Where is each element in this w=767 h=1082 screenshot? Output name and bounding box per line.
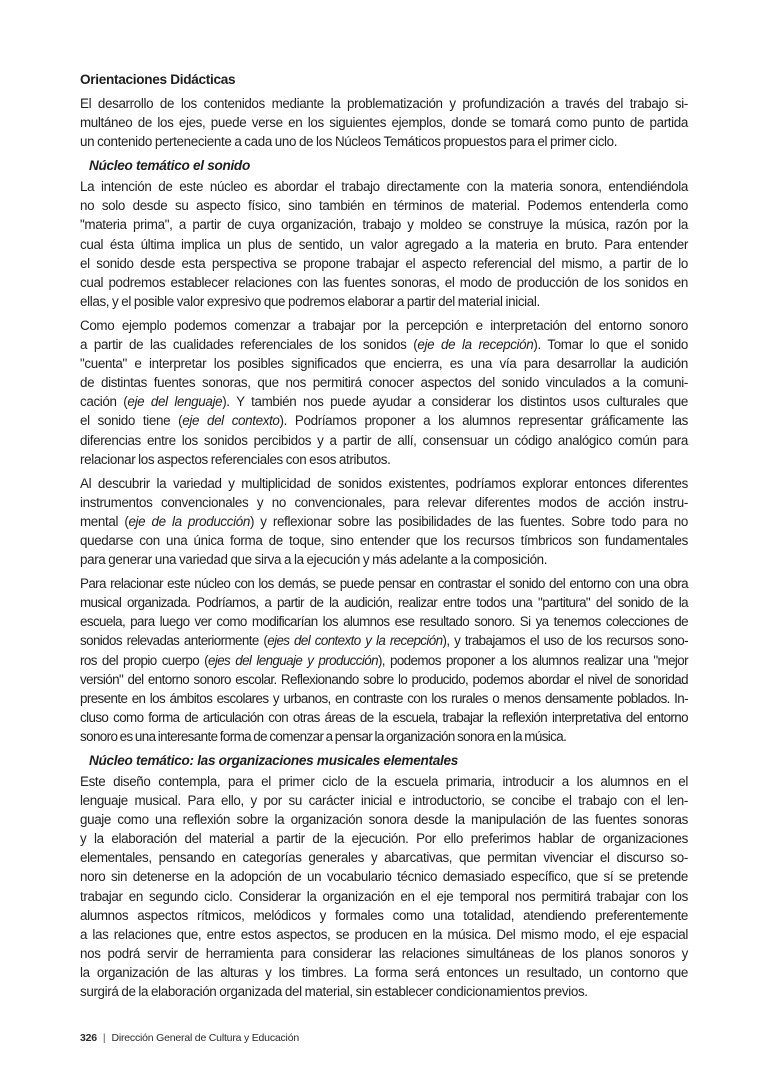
text-line: alumnos aspectos rítmicos, melódicos y formales como una totalidad, atendiendo preferentemente <box>80 907 688 923</box>
text-line: de distintas fuentes sonoras, que nos permitirá conocer aspectos del sonido vinculados a la comuni- <box>80 375 688 391</box>
text-line: cual ésta última implica un plus de sentido, un valor agregado a la materia en bruto. Para entender <box>80 236 688 252</box>
text-line: cluso como forma de articulación con otras áreas de la escuela, trabajar la reflexión interpretativa del entorno <box>80 709 688 725</box>
text-line: El desarrollo de los contenidos mediante la problematización y profundización a través del trabajo si- <box>80 96 688 111</box>
axis-emphasis: eje del lenguaje <box>127 394 223 410</box>
axis-emphasis: ejes del contexto y la recepción <box>267 633 443 649</box>
text-line: multáneo de los ejes, puede verse en los siguientes ejemplos, donde se tomará como punto de partida <box>80 115 688 131</box>
axis-emphasis: ejes del lenguaje y producción <box>207 652 378 668</box>
paragraph-sonido-3 <box>80 474 688 569</box>
text-line: sonidos relevadas anteriormente (ejes del contexto y la recepción), y trabajamos el uso de los recursos sono- <box>80 633 688 649</box>
paragraph-sonido-4 <box>80 574 688 746</box>
axis-emphasis: eje de la producción <box>128 513 250 529</box>
paragraph-organizaciones-1 <box>80 772 688 1001</box>
text-line: relacionar los aspectos referenciales con esos atributos. <box>80 451 391 467</box>
text-line: a partir de las cualidades referenciales de los sonidos (eje de la recepción). Tomar lo que el sonido <box>80 337 688 353</box>
text-line: cual podremos establecer relaciones con las fuentes sonoras, el modo de producción de los sonidos en <box>80 274 688 290</box>
text-column <box>80 70 688 1001</box>
text-line: elementales, pensando en categorías generales y abarcativas, que permitan vivenciar el discurso so- <box>80 850 688 866</box>
text-line: Este diseño contempla, para el primer ciclo de la escuela primaria, introducir a los alumnos en el <box>80 774 688 789</box>
page-footer <box>80 1032 299 1044</box>
text-line: cación (eje del lenguaje). Y también nos puede ayudar a considerar los distintos usos culturales que <box>80 394 688 410</box>
subheading-organizaciones: Núcleo temático: las organizaciones musicales elementales <box>89 753 458 768</box>
text-line: versión" del entorno sonoro escolar. Reflexionando sobre lo producido, podemos abordar el nivel de sonoridad <box>80 671 688 687</box>
intro-paragraph <box>80 94 688 151</box>
text-line: "materia prima", a partir de cuya organización, trabajo y moldeo se construye la música, razón por la <box>80 217 688 233</box>
publisher-name: Dirección General de Cultura y Educación <box>111 1032 299 1044</box>
text-line: Para relacionar este núcleo con los demás, se puede pensar en contrastar el sonido del entorno con una obra <box>80 576 688 592</box>
text-line: sonoro es una interesante forma de comenzar a pensar la organización sonora en la música. <box>80 728 567 744</box>
text-line: diferencias entre los sonidos percibidos y a partir de allí, consensuar un código analógico común para <box>80 432 688 448</box>
text-line: surgirá de la elaboración organizada del material, sin establecer condicionamientos previos. <box>80 984 588 1000</box>
paragraph-sonido-1 <box>80 177 688 311</box>
text-line: Como ejemplo podemos comenzar a trabajar por la percepción e interpretación del entorno sonoro <box>80 317 688 333</box>
page-number: 326 <box>80 1032 97 1044</box>
text-line: ros del propio cuerpo (ejes del lenguaje y producción), podemos proponer a los alumnos realizar una "mejor <box>80 652 689 668</box>
text-line: presente en los ámbitos escolares y urbanos, en contraste con los rurales o menos densamente poblados. In- <box>80 690 688 706</box>
axis-emphasis: eje del contexto <box>182 413 280 429</box>
text-line: nos podrá servir de herramienta para considerar las relaciones simultáneas de los planos sonoros y <box>80 945 688 961</box>
text-line: guaje como una reflexión sobre la organización sonora desde la manipulación de las fuentes sonoras <box>80 812 688 828</box>
text-line: lenguaje musical. Para ello, y por su carácter inicial e introductorio, se concibe el trabajo con el len- <box>80 793 688 809</box>
text-line: el sonido desde esta perspectiva se propone trabajar el aspecto referencial del mismo, a partir de lo <box>80 255 688 271</box>
text-line: para generar una variedad que sirva a la ejecución y más adelante a la composición. <box>80 552 548 568</box>
text-line: un contenido perteneciente a cada uno de los Núcleos Temáticos propuestos para el primer ciclo. <box>80 134 618 150</box>
text-line: ellas, y el posible valor expresivo que podremos elaborar a partir del material inicial. <box>80 293 540 309</box>
section-heading: Orientaciones Didácticas <box>80 72 236 87</box>
text-line: La intención de este núcleo es abordar el trabajo directamente con la materia sonora, entendiéndola <box>80 179 688 195</box>
axis-emphasis: eje de la recepción <box>417 337 534 353</box>
text-line: no solo desde su aspecto físico, sino también en términos de material. Podemos entenderla como <box>80 198 688 214</box>
text-line: mental (eje de la producción) y reflexionar sobre las posibilidades de las fuentes. Sobre todo para no <box>80 513 689 529</box>
text-line: Al descubrir la variedad y multiplicidad de sonidos existentes, podríamos explorar entonces diferentes <box>80 475 688 491</box>
text-line: la organización de las alturas y los timbres. La forma será entonces un resultado, un contorno que <box>80 964 688 980</box>
text-line: musical organizada. Podríamos, a partir de la audición, realizar entre todos una "partitura" del sonido de la <box>80 595 688 611</box>
text-line: "cuenta" e interpretar los posibles significados que encierra, es una vía para desarrollar la audición <box>80 356 688 372</box>
text-line: a las relaciones que, entre estos aspectos, se producen en la música. Del mismo modo, el eje espacial <box>80 926 688 942</box>
text-line: y la elaboración del material a partir de la ejecución. Por ello preferimos hablar de organizaciones <box>80 831 688 847</box>
text-line: escuela, para luego ver como modificarían los alumnos ese resultado sonoro. Si ya tenemos colecciones de <box>80 614 688 630</box>
text-line: quedarse con una única forma de toque, sino entender que los recursos tímbricos son fundamentales <box>80 532 688 548</box>
paragraph-sonido-2 <box>80 316 688 469</box>
text-line: trabajar en segundo ciclo. Considerar la organización en el eje temporal nos permitirá trabajar con los <box>80 888 688 904</box>
text-line: noro sin detenerse en la adopción de un vocabulario técnico demasiado específico, que sí se pretende <box>80 869 688 885</box>
text-line: instrumentos convencionales y no convencionales, para relevar diferentes modos de acción instru- <box>80 494 688 510</box>
subheading-nucleo-sonido: Núcleo temático el sonido <box>89 158 250 174</box>
footer-separator: | <box>102 1032 106 1044</box>
text-line: el sonido tiene (eje del contexto). Podríamos proponer a los alumnos representar gráficamente las <box>80 413 688 429</box>
